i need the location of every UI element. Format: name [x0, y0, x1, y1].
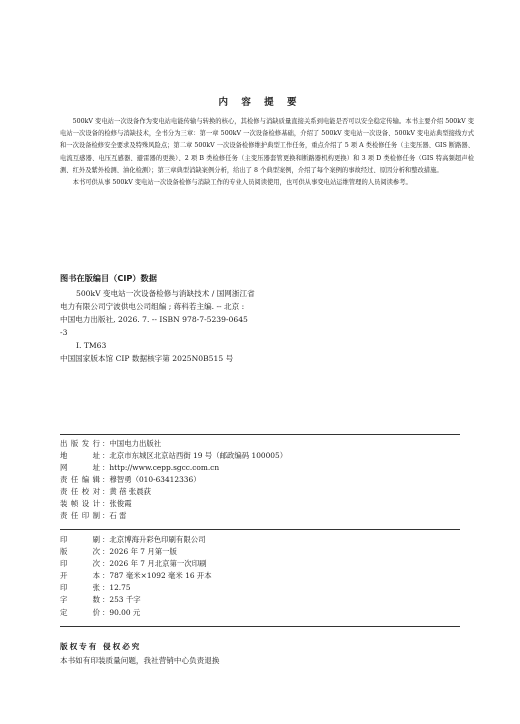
printing-info [60, 534, 460, 619]
print-label: 版次 [60, 547, 100, 557]
print-label: 印刷 [60, 535, 100, 544]
summary-paragraph: 本书可供从事 500kV 变电站一次设备检修与消缺工作的专业人员阅读使用，也可供从事变电站运维管理的人员阅读参考。 [72, 179, 412, 187]
pub-label: 网址 [60, 463, 100, 472]
pub-label: 责任编辑 [60, 475, 100, 484]
rights-notice: 本书如有印装质量问题，我社营销中心负责退换 [60, 656, 220, 665]
cip-block [60, 272, 480, 365]
cip-line: 500kV 变电站一次设备检修与消缺技术 / 国网浙江省 [76, 289, 255, 298]
print-value: 12.75 [109, 583, 131, 593]
pub-row: 责任编辑 ：穆智勇（010-63412336） [60, 475, 201, 484]
cip-line: 中国电力出版社, 2026. 7. -- ISBN 978-7-5239-0645 [60, 315, 248, 324]
print-label: 印张 [60, 583, 100, 593]
summary-paragraph: 500kV 变电站一次设备作为变电站电能传输与转换的核心，其检修与消缺质量直接关系到电能是否可以安全稳定传输。本书主要介绍 500kV 变电站一次设备的检修与消缺技术，全书分为三章：第一章 500kV 一次设备检修基础，介绍了 500kV 变电站一次设备、500kV 变电站典型接线方式和一次设备检修安全要求及特殊风险点；第二章 500kV 一次设备检修维护典型工作任务，重点介绍了 5 项 A 类检修任务（主变压器、GIS 断路器、电流互感器、电压互感器、避雷器的更换）、2 项 B 类检修任务（主变压器套管更换和断路器机构更换）和 3 项 D 类检修任务（GIS 特高频超声检测、红外及紫外检测、油化检测）；第三章典型消缺案例分析，给出了 8 个典型案例，介绍了每个案例的事故经过、原因分析和整改措施。 [60, 118, 474, 174]
pub-value: 张俊霞 [109, 499, 132, 508]
pub-row: 出版发行 ：中国电力出版社 [60, 439, 162, 448]
print-label: 开本 [60, 571, 100, 581]
pub-value: 穆智勇（010-63412336） [109, 475, 201, 484]
pub-row: 地址 ：北京市东城区北京站西街 19 号（邮政编码 100005） [60, 451, 288, 460]
print-value: 253 千字 [109, 595, 141, 605]
publication-info [60, 438, 460, 522]
pub-row: 责任校对 ：黄 蓓 张晨荻 [60, 487, 152, 496]
pub-label: 地址 [60, 451, 100, 460]
print-label: 印次 [60, 559, 100, 569]
pub-row: 责任印制 ：石 雷 [60, 511, 127, 520]
pub-row: 网址 ：http://www.cepp.sgcc.com.cn [60, 463, 220, 472]
print-row: 印次 ：2026 年 7 月北京第一次印刷 [60, 558, 460, 570]
print-row: 开本 ：787 毫米×1092 毫米 16 开本 [60, 570, 460, 582]
print-row: 印张 ：12.75 [60, 582, 460, 594]
print-row: 字数 ：253 千字 [60, 594, 460, 606]
pub-label: 装帧设计 [60, 499, 100, 508]
pub-value: 石 雷 [109, 511, 127, 520]
pub-value: 中国电力出版社 [109, 439, 162, 448]
pub-value: 黄 蓓 张晨荻 [109, 487, 152, 496]
print-label: 字数 [60, 595, 100, 605]
print-label: 定价 [60, 607, 100, 617]
print-row: 印刷 ：北京博海升彩色印刷有限公司 [60, 534, 460, 546]
cip-line: Ⅰ. TM63 [76, 341, 107, 350]
divider [60, 626, 460, 627]
pub-label: 责任印制 [60, 511, 100, 520]
print-row: 版次 ：2026 年 7 月第一版 [60, 546, 460, 558]
cip-line: 中国国家版本馆 CIP 数据核字第 2025N0B515 号 [60, 354, 234, 363]
pub-label: 出版发行 [60, 439, 100, 448]
pub-label: 责任校对 [60, 487, 100, 496]
print-value: 北京博海升彩色印刷有限公司 [109, 535, 206, 544]
summary-title: 内 容 提 要 [218, 97, 302, 108]
cip-heading: 图书在版编目（CIP）数据 [60, 273, 157, 283]
pub-value: 北京市东城区北京站西街 19 号（邮政编码 100005） [109, 451, 288, 460]
print-value: 2026 年 7 月北京第一次印刷 [109, 559, 207, 569]
print-value: 90.00 元 [109, 607, 141, 617]
summary-body [60, 116, 474, 189]
divider [60, 529, 460, 530]
rights-heading: 版权专有 侵权必究 [60, 642, 142, 651]
print-value: 2026 年 7 月第一版 [109, 547, 177, 557]
print-row: 定价 ：90.00 元 [60, 607, 460, 619]
print-value: 787 毫米×1092 毫米 16 开本 [109, 571, 212, 581]
divider [60, 434, 460, 435]
pub-row: 装帧设计 ：张俊霞 [60, 499, 132, 508]
pub-value: http://www.cepp.sgcc.com.cn [109, 463, 220, 472]
rights-block [60, 640, 460, 668]
cip-line: -3 [60, 328, 68, 337]
cip-line: 电力有限公司宁波供电公司组编 ; 蒋科若主编. -- 北京 : [60, 302, 245, 311]
